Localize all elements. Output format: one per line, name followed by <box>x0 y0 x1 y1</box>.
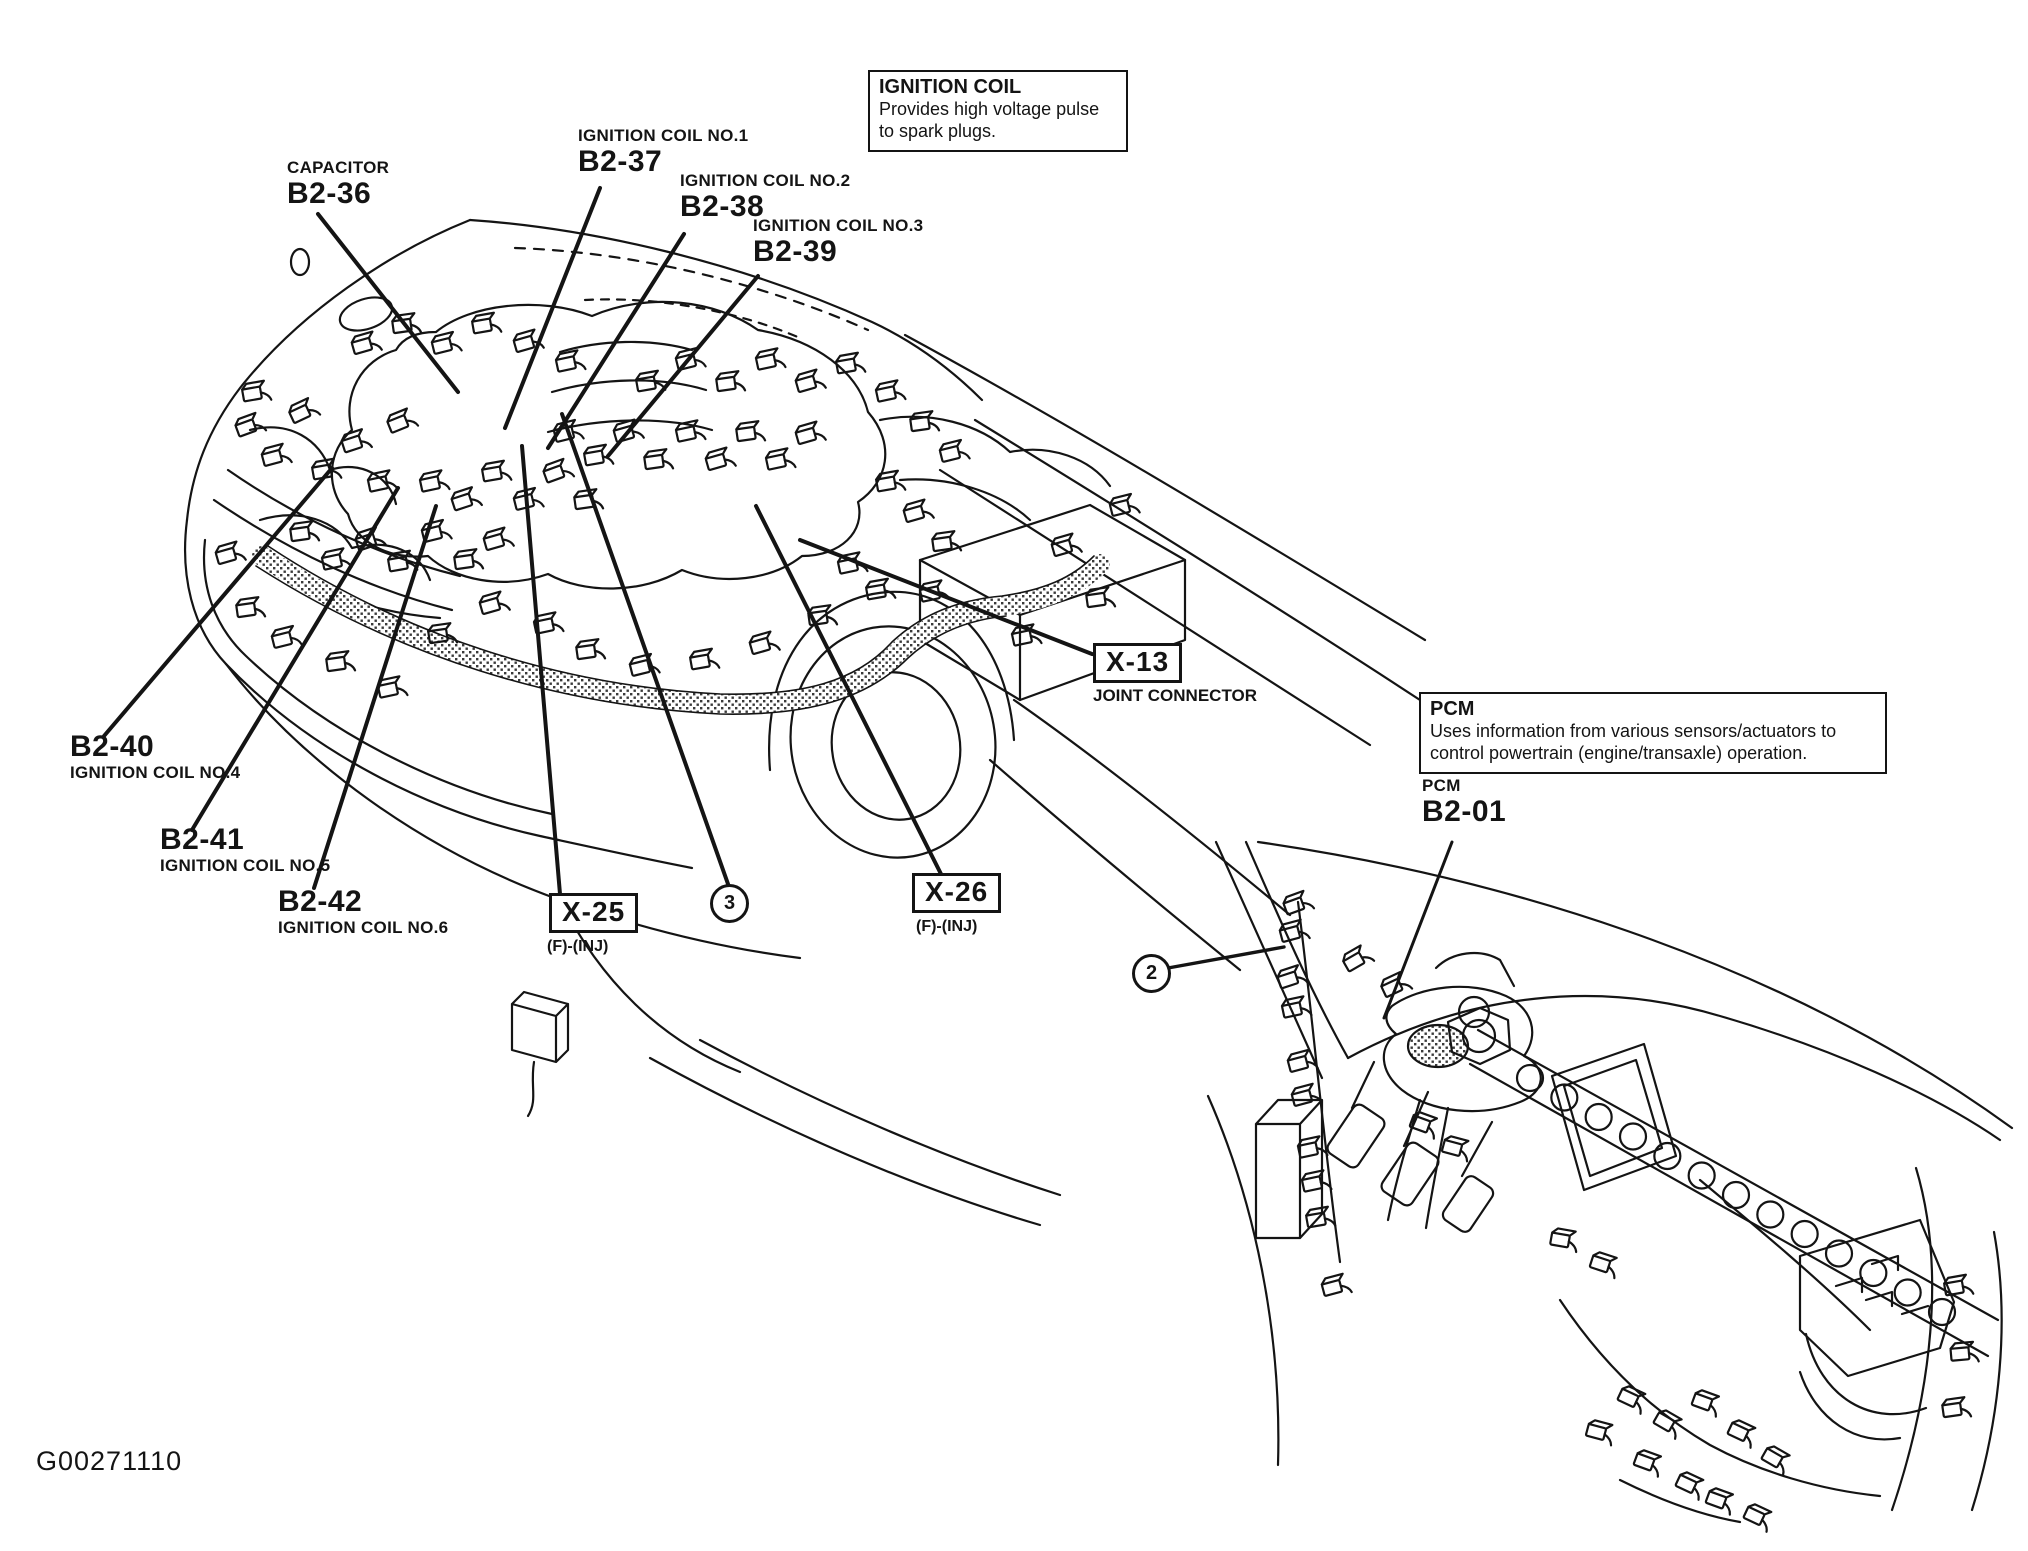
connector-caption-x25: (F)-(INJ) <box>547 938 609 955</box>
ignition-coil-1-code: B2-37 <box>578 145 663 178</box>
pcm-name: PCM <box>1422 776 1461 795</box>
dashboard-drawing <box>1208 842 2012 1532</box>
connector-box-x25: X-25 <box>549 893 638 933</box>
ignition-coil-6-name: IGNITION COIL NO.6 <box>278 917 449 937</box>
beam-hole-row <box>1517 1065 1955 1325</box>
marker-2: 2 <box>1132 954 1171 993</box>
note-pcm <box>1419 692 1887 774</box>
ignition-coil-2-name: IGNITION COIL NO.2 <box>680 171 851 190</box>
leader-marker-2 <box>1168 947 1284 968</box>
ignition-coil-6-code: B2-42 <box>278 885 363 918</box>
ignition-coil-6-label <box>278 886 448 938</box>
figure-id: G00271110 <box>36 1446 183 1476</box>
connector-box-x13: X-13 <box>1093 643 1182 683</box>
ignition-coil-4-name: IGNITION COIL NO.4 <box>70 762 241 782</box>
leader-b2-36 <box>318 214 458 392</box>
marker-3: 3 <box>710 884 749 923</box>
ignition-coil-4-code: B2-40 <box>70 730 155 763</box>
ignition-coil-4-label <box>70 731 240 783</box>
ignition-coil-1-label <box>578 126 748 178</box>
ignition-coil-3-name: IGNITION COIL NO.3 <box>753 216 924 235</box>
connector-caption-x26: (F)-(INJ) <box>916 918 978 935</box>
ignition-coil-3-code: B2-39 <box>753 235 838 268</box>
capacitor-code: B2-36 <box>287 177 372 210</box>
note-ignition-coil <box>868 70 1128 152</box>
dashboard-connector-glyphs <box>1276 890 1979 1532</box>
note-pcm-body1: Uses information from various sensors/actuators to <box>1430 721 1837 741</box>
capacitor-name: CAPACITOR <box>287 158 390 177</box>
ignition-coil-5-code: B2-41 <box>160 823 245 856</box>
leader-b2-01 <box>1384 842 1452 1018</box>
pcm-label <box>1422 776 1506 828</box>
note-ignition-coil-body2: to spark plugs. <box>879 120 997 141</box>
note-ignition-coil-body1: Provides high voltage pulse <box>879 99 1100 119</box>
note-pcm-body2: control powertrain (engine/transaxle) operation. <box>1430 742 1808 763</box>
connector-caption-x13: JOINT CONNECTOR <box>1093 686 1258 705</box>
note-ignition-coil-title: IGNITION COIL <box>879 76 1022 98</box>
connector-box-x26: X-26 <box>912 873 1001 913</box>
leader-b2-40 <box>104 468 332 736</box>
leader-b2-42 <box>314 506 436 888</box>
ignition-coil-1-name: IGNITION COIL NO.1 <box>578 126 749 145</box>
pcm-code: B2-01 <box>1422 795 1507 828</box>
ignition-coil-2-code: B2-38 <box>680 190 765 223</box>
engine-bay-drawing <box>185 220 1425 1225</box>
ignition-coil-5-name: IGNITION COIL NO.5 <box>160 855 331 875</box>
ignition-coil-2-label <box>680 171 850 223</box>
leader-marker-3 <box>562 414 728 884</box>
ignition-coil-5-label <box>160 824 330 876</box>
ignition-coil-3-label <box>753 216 923 268</box>
capacitor-label <box>287 158 389 210</box>
note-pcm-title: PCM <box>1430 698 1475 720</box>
